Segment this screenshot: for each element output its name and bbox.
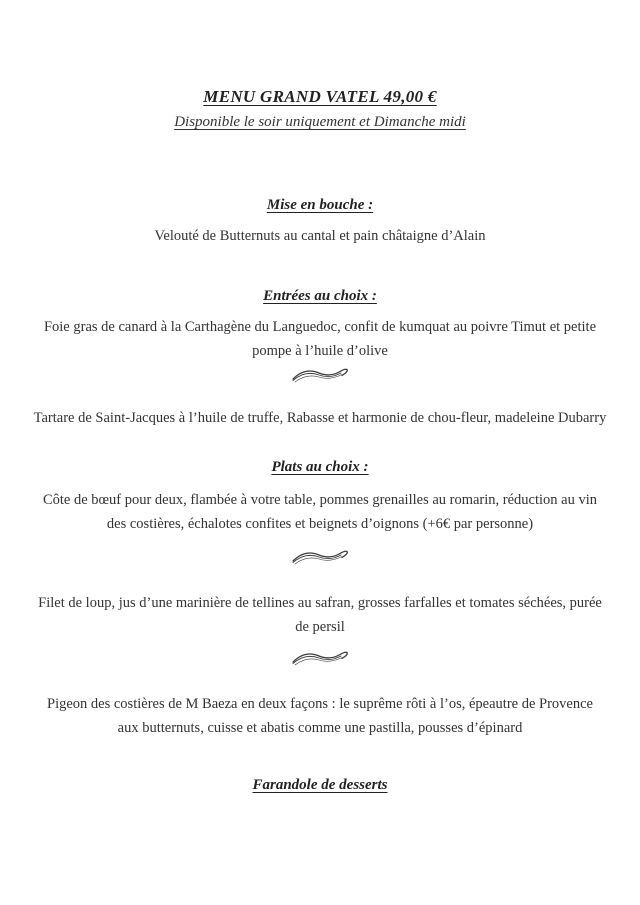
section-heading-entrees: Entrées au choix : [263,288,377,304]
flourish-divider-icon [0,647,640,667]
flourish-divider-icon [0,546,640,566]
section-plats [0,458,640,740]
section-heading-desserts: Farandole de desserts [252,777,388,793]
section-heading-plats: Plats au choix : [271,459,369,475]
dish-tartare-saint-jacques: Tartare de Saint-Jacques à l’huile de truffe, Rabasse et harmonie de chou-fleur, madeleine Dubarry [33,410,607,426]
dish-pigeon: Pigeon des costières de M Baeza en deux façons : le suprême rôti à l’os, épeautre de Provence aux butternuts, cuisse et abatis comme une pastilla, pousses d’épinard [47,696,593,736]
menu-subtitle: Disponible le soir uniquement et Dimanche midi [174,114,466,130]
dish-veloute: Velouté de Butternuts au cantal et pain châtaigne d’Alain [154,228,486,244]
section-entrees [0,287,640,430]
dish-cote-de-boeuf: Côte de bœuf pour deux, flambée à votre table, pommes grenailles au romarin, réduction au vin des costières, échalotes confites et beignets d’oignons (+6€ par personne) [42,492,598,532]
section-heading-mise-en-bouche: Mise en bouche : [266,197,374,213]
section-desserts [0,776,640,795]
dish-filet-de-loup: Filet de loup, jus d’une marinière de tellines au safran, grosses farfalles et tomates séchées, purée de persil [38,595,602,635]
menu-title: MENU GRAND VATEL 49,00 € [203,87,437,106]
section-mise-en-bouche [0,196,640,248]
flourish-divider-icon [0,364,640,384]
dish-foie-gras: Foie gras de canard à la Carthagène du Languedoc, confit de kumquat au poivre Timut et petite pompe à l’huile d’olive [43,319,597,359]
